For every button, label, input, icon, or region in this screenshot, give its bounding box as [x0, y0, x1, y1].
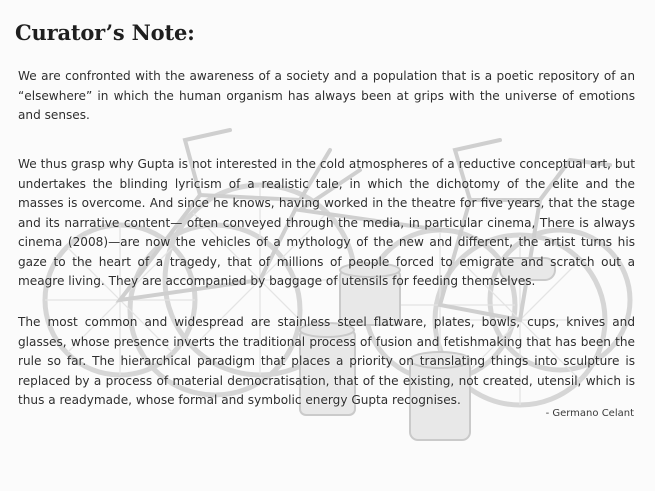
paragraph-1: We are confronted with the awareness of a society and a population that is a poetic repository of an “elsewhere” in which the human organism has always been at grips with the universe of emotions and senses.: [18, 69, 635, 122]
page-title: Curator’s Note:: [15, 20, 195, 45]
author-signature: - Germano Celant: [545, 408, 634, 419]
paragraph-3: The most common and widespread are stainless steel flatware, plates, bowls, cups, knives and glasses, whose presence inverts the traditional process of fusion and fetishmaking that has been the rule so far. The hierarchical paradigm that places a priority on translating things into sculpture is replaced by a process of material democratisation, that of the existing, not created, utensil, which is thus a readymade, whose formal and symbolic energy Gupta recognises.: [18, 315, 635, 407]
paragraph-2: We thus grasp why Gupta is not interested in the cold atmospheres of a reductive conceptual art, but undertakes the blinding lyricism of a realistic tale, in which the dichotomy of the elite and the masses is overcome. And since he knows, having worked in the theatre for five years, that the stage and its narrative content— often conveyed through the media, in particular cinema, There is always cinema (2008)—are now the vehicles of a mythology of the new and different, the artist turns his gaze to the heart of a tragedy, that of millions of people forced to emigrate and scratch out a meagre living. They are accompanied by baggage of utensils for feeding themselves.: [18, 157, 635, 288]
